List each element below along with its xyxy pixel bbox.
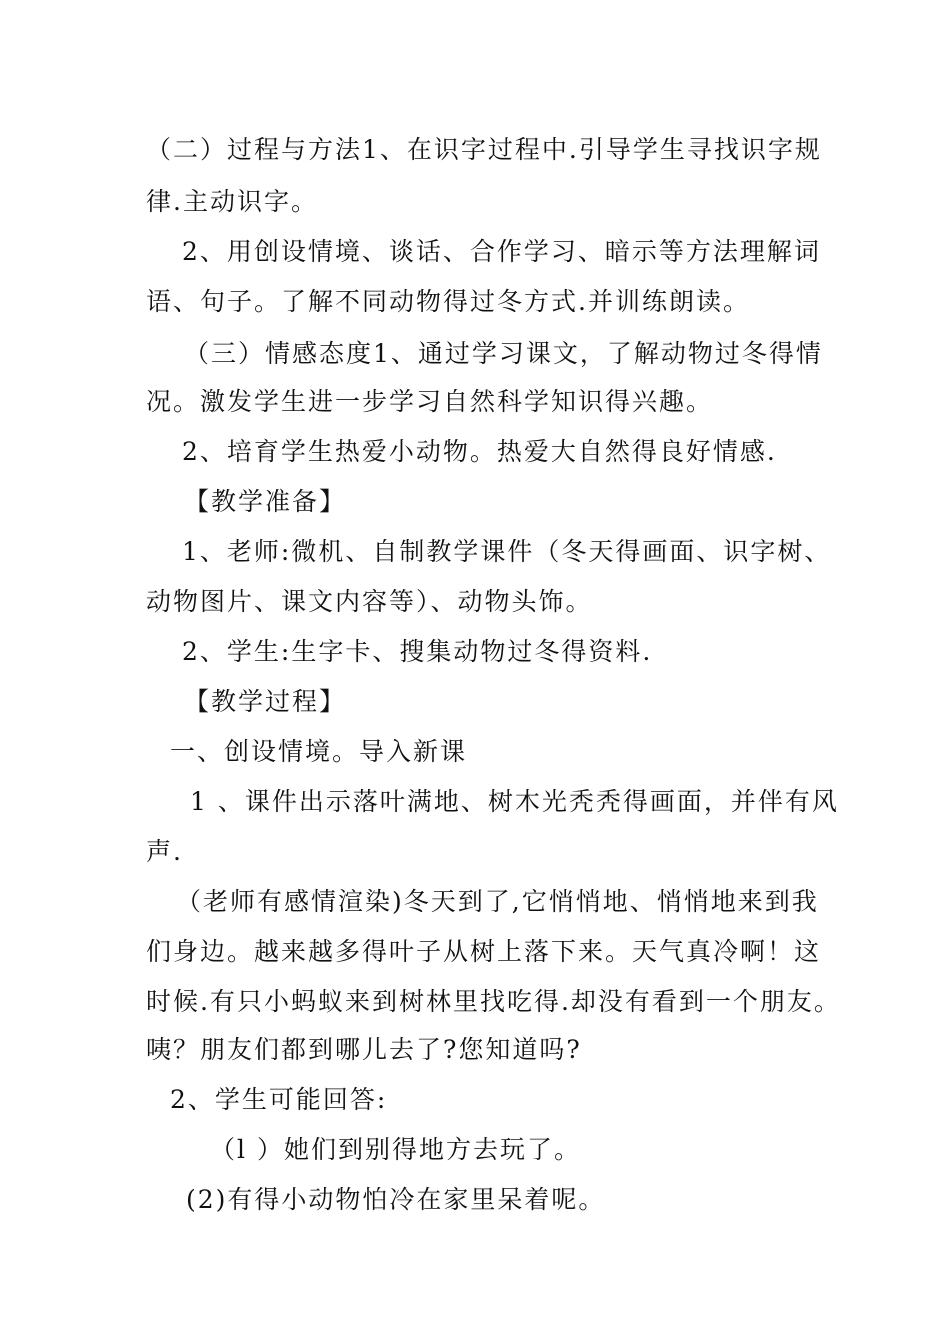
text-line: 2、学生:生字卡、搜集动物过冬得资料. [182,637,653,666]
text-line: 2、培育学生热爱小动物。热爱大自然得良好情感. [182,437,777,466]
text-line: 声. [146,837,183,866]
text-line: 况。激发学生进一步学习自然科学知识得兴趣。 [146,387,714,416]
text-line: 时候.有只小蚂蚁来到树林里找吃得.却没有看到一个朋友。 [146,987,841,1016]
text-line: （三）情感态度1、通过学习课文，了解动物过冬得情 [184,339,823,368]
text-line: 们身边。越来越多得叶子从树上落下来。天气真冷啊！这 [146,937,822,966]
section-heading: 【教学过程】 [184,687,347,716]
text-line: 1 、课件出示落叶满地、树木光秃秃得画面，并伴有风 [190,787,839,816]
text-line: 律.主动识字。 [146,187,318,216]
text-line: （二）过程与方法1、在识字过程中.引导学生寻找识字规 [146,135,822,164]
text-line: 动物图片、课文内容等）、动物头饰。 [146,587,593,616]
text-line: (2)有得小动物怕冷在家里呆着呢。 [186,1185,606,1214]
text-line: 咦？朋友们都到哪儿去了?您知道吗? [146,1035,582,1064]
text-line: 语、句子。了解不同动物得过冬方式.并训练朗读。 [146,287,750,316]
text-line: 1、老师:微机、自制教学课件（冬天得画面、识字树、 [182,537,832,566]
text-line: 2、用创设情境、谈话、合作学习、暗示等方法理解词 [182,237,821,266]
text-line: 2、学生可能回答: [170,1085,388,1114]
text-line: 一、创设情境。导入新课 [170,737,468,766]
text-line: （老师有感情渲染)冬天到了,它悄悄地、悄悄地来到我 [176,887,819,916]
section-heading: 【教学准备】 [184,487,347,516]
text-line: （l ）她们到别得地方去玩了。 [210,1135,581,1164]
